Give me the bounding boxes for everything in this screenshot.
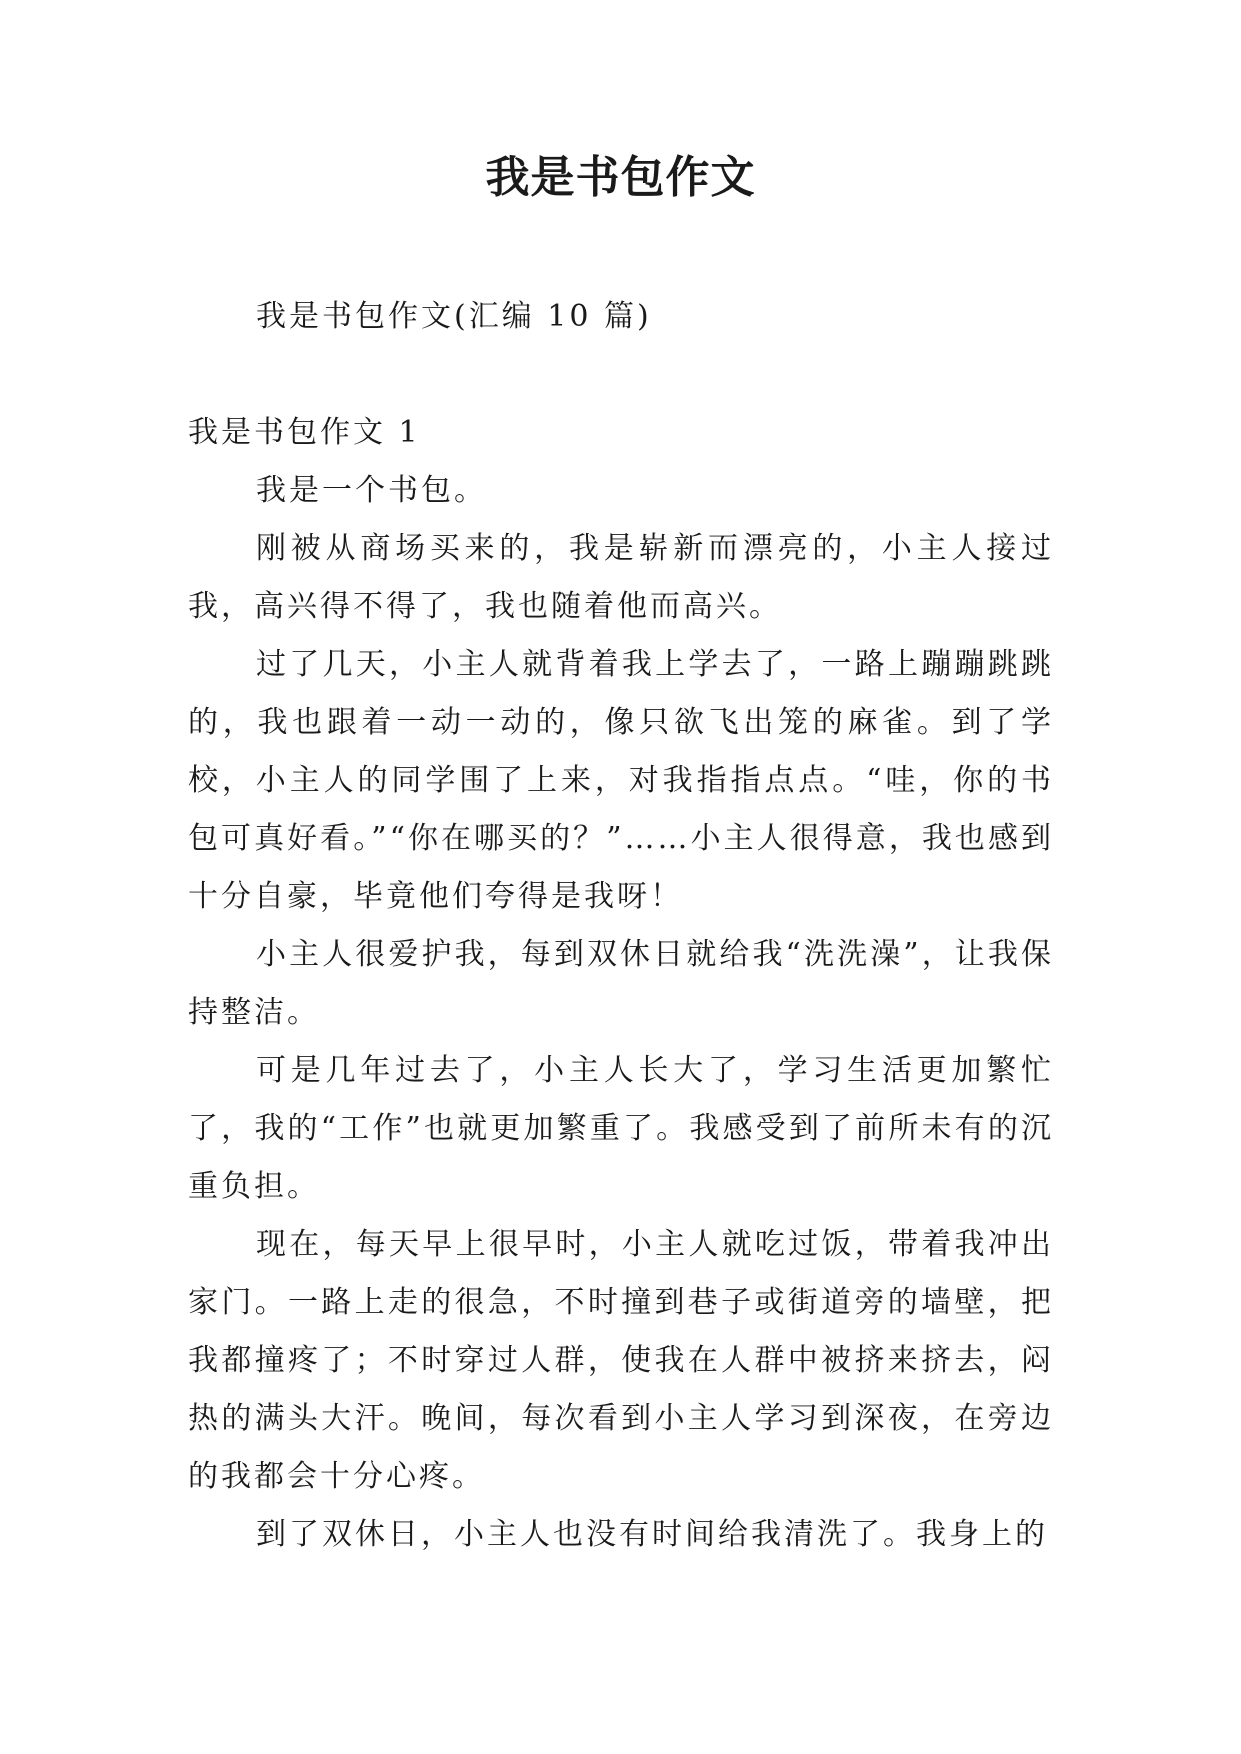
paragraph: 到了双休日，小主人也没有时间给我清洗了。我身上的: [256, 1517, 1048, 1552]
paragraph: 我是一个书包。: [256, 473, 487, 508]
paragraph: 现在，每天早上很早时，小主人就吃过饭，带着我冲出家门。一路上走的很急，不时撞到巷子或街道旁的墙壁，把我都撞疼了；不时穿过人群，使我在人群中被挤来挤去，闷热的满头大汗。晚间，每次看到小主人学习到深夜，在旁边的我都会十分心疼。: [188, 1227, 1054, 1494]
paragraph: 过了几天，小主人就背着我上学去了，一路上蹦蹦跳跳的，我也跟着一动一动的，像只欲飞出笼的麻雀。到了学校，小主人的同学围了上来，对我指指点点。“哇，你的书包可真好看。”“你在哪买的？”……小主人很得意，我也感到十分自豪，毕竟他们夸得是我呀！: [188, 647, 1054, 914]
paragraph: 可是几年过去了，小主人长大了，学习生活更加繁忙了，我的“工作”也就更加繁重了。我感受到了前所未有的沉重负担。: [188, 1053, 1054, 1204]
document-title: 我是书包作文: [485, 152, 756, 203]
paragraph: 小主人很爱护我，每到双休日就给我“洗洗澡”，让我保持整洁。: [188, 937, 1054, 1030]
paragraph: 刚被从商场买来的，我是崭新而漂亮的，小主人接过我，高兴得不得了，我也随着他而高兴。: [188, 531, 1054, 624]
section-heading: 我是书包作文 1: [188, 415, 421, 450]
essay-body: [188, 462, 1054, 1564]
document-subtitle: 我是书包作文(汇编 10 篇): [256, 299, 652, 334]
